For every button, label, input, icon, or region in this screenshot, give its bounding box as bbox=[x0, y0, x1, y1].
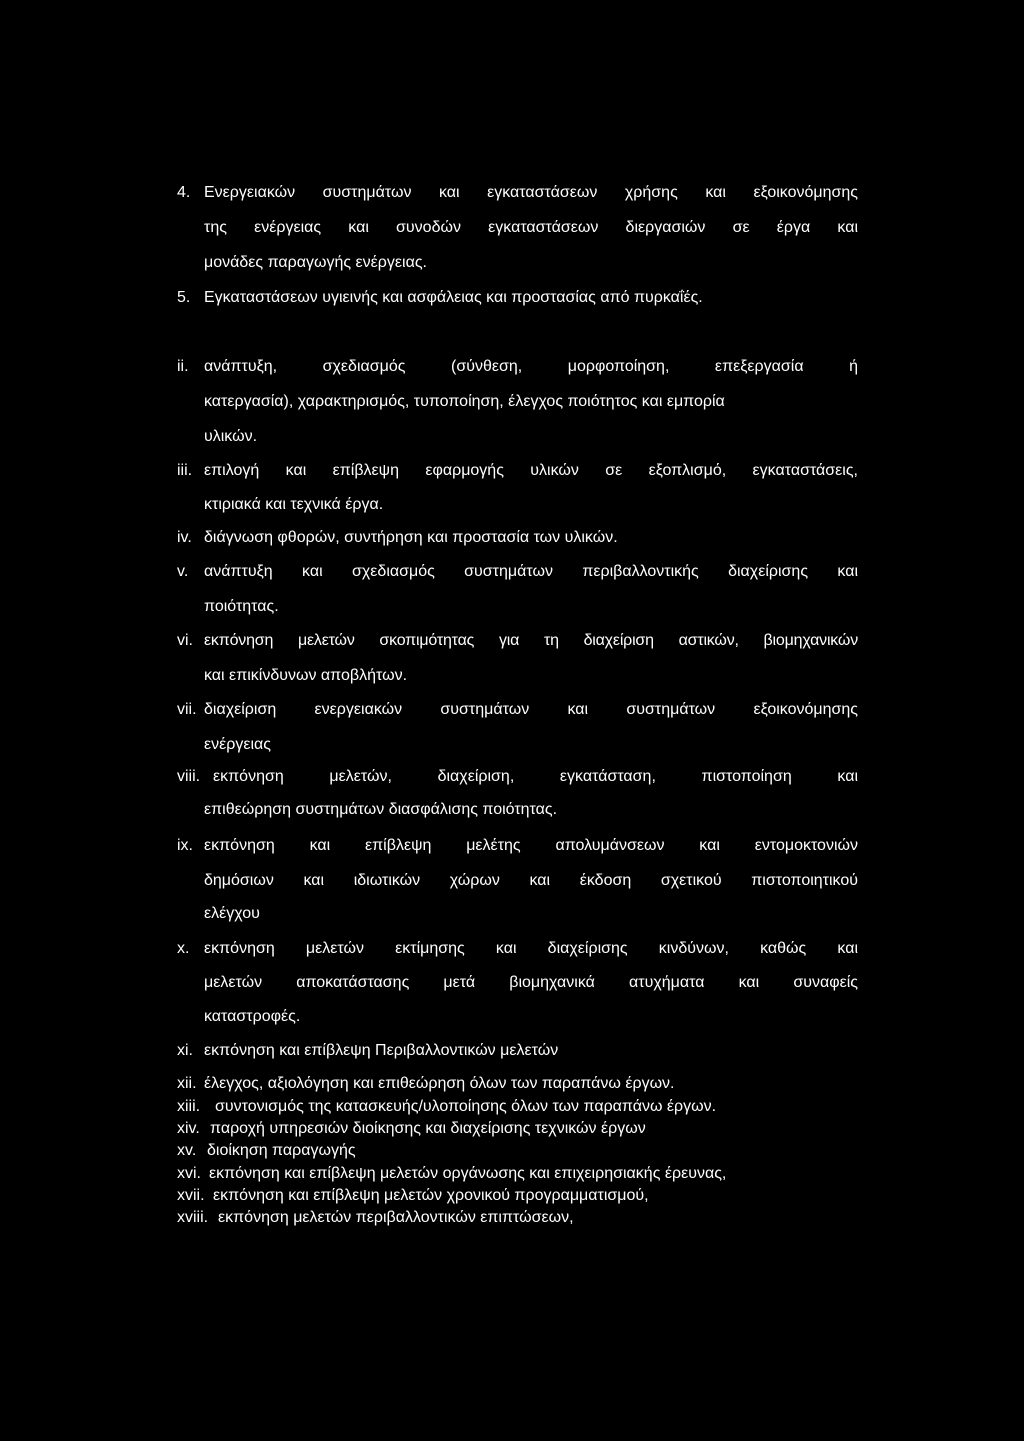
item-text-line: μελετών αποκατάστασης μετά βιομηχανικά ατυχήματα και συναφείς bbox=[204, 974, 858, 991]
item-text-line: εκπόνηση και επίβλεψη Περιβαλλοντικών μελετών bbox=[204, 1042, 559, 1059]
item-text-line: δημόσιων και ιδιωτικών χώρων και έκδοση σχετικού πιστοποιητικού bbox=[204, 872, 858, 889]
item-number: xv. bbox=[177, 1142, 197, 1159]
item-text-line: και επικίνδυνων αποβλήτων. bbox=[204, 667, 408, 684]
item-text-line: ανάπτυξη, σχεδιασμός (σύνθεση, μορφοποίηση, επεξεργασία ή bbox=[204, 358, 858, 375]
item-text-line: εκπόνηση μελετών σκοπιμότητας για τη διαχείριση αστικών, βιομηχανικών bbox=[204, 632, 858, 649]
item-number: ii. bbox=[177, 358, 189, 375]
item-text-line: ενέργειας bbox=[204, 736, 272, 753]
item-number: vi. bbox=[177, 632, 193, 649]
item-text-line: ελέγχου bbox=[204, 905, 260, 922]
item-number: iv. bbox=[177, 529, 192, 546]
item-number: iii. bbox=[177, 462, 193, 479]
item-text-line: εκπόνηση και επίβλεψη μελετών οργάνωσης και επιχειρησιακής έρευνας, bbox=[209, 1165, 727, 1182]
item-text-line: κατεργασία), χαρακτηρισμός, τυποποίηση, έλεγχος ποιότητος και εμπορία bbox=[204, 393, 725, 410]
item-text-line: της ενέργειας και συνοδών εγκαταστάσεων διεργασιών σε έργα και bbox=[204, 219, 858, 236]
item-number: xii. bbox=[177, 1075, 197, 1092]
item-number: xiv. bbox=[177, 1120, 200, 1137]
item-number: 5. bbox=[177, 289, 191, 306]
item-text-line: εκπόνηση και επίβλεψη μελετών χρονικού προγραμματισμού, bbox=[213, 1187, 649, 1204]
item-text-line: έλεγχος, αξιολόγηση και επιθεώρηση όλων των παραπάνω έργων. bbox=[204, 1075, 675, 1092]
item-number: xiii. bbox=[177, 1098, 201, 1115]
item-number: 4. bbox=[177, 184, 191, 201]
item-text-line: εκπόνηση μελετών περιβαλλοντικών επιπτώσεων, bbox=[218, 1209, 574, 1226]
item-text-line: διάγνωση φθορών, συντήρηση και προστασία των υλικών. bbox=[204, 529, 618, 546]
item-text-line: εκπόνηση μελετών, διαχείριση, εγκατάσταση, πιστοποίηση και bbox=[213, 768, 858, 785]
item-text-line: Εγκαταστάσεων υγιεινής και ασφάλειας και προστασίας από πυρκαΐές. bbox=[204, 289, 703, 306]
item-text-line: παροχή υπηρεσιών διοίκησης και διαχείρισης τεχνικών έργων bbox=[210, 1120, 646, 1137]
item-number: xi. bbox=[177, 1042, 193, 1059]
item-text-line: ποιότητας. bbox=[204, 598, 279, 615]
item-text-line: μονάδες παραγωγής ενέργειας. bbox=[204, 254, 427, 271]
item-number: xvi. bbox=[177, 1165, 201, 1182]
item-text-line: καταστροφές. bbox=[204, 1008, 301, 1025]
item-text-line: εκπόνηση μελετών εκτίμησης και διαχείρισης κινδύνων, καθώς και bbox=[204, 940, 858, 957]
item-text-line: συντονισμός της κατασκευής/υλοποίησης όλων των παραπάνω έργων. bbox=[215, 1098, 717, 1115]
item-number: xviii. bbox=[177, 1209, 209, 1226]
item-text-line: διοίκηση παραγωγής bbox=[207, 1142, 356, 1159]
item-text-line: ανάπτυξη και σχεδιασμός συστημάτων περιβαλλοντικής διαχείρισης και bbox=[204, 563, 858, 580]
item-text-line: Ενεργειακών συστημάτων και εγκαταστάσεων χρήσης και εξοικονόμησης bbox=[204, 184, 858, 201]
item-number: x. bbox=[177, 940, 190, 957]
item-text-line: επιθεώρηση συστημάτων διασφάλισης ποιότητας. bbox=[204, 801, 558, 818]
item-text-line: κτιριακά και τεχνικά έργα. bbox=[204, 496, 384, 513]
item-text-line: επιλογή και επίβλεψη εφαρμογής υλικών σε εξοπλισμό, εγκαταστάσεις, bbox=[204, 462, 858, 479]
item-text-line: υλικών. bbox=[204, 428, 258, 445]
item-text-line: εκπόνηση και επίβλεψη μελέτης απολυμάνσεων και εντομοκτονιών bbox=[204, 837, 858, 854]
item-number: v. bbox=[177, 563, 189, 580]
item-number: vii. bbox=[177, 701, 197, 718]
item-number: ix. bbox=[177, 837, 193, 854]
item-number: viii. bbox=[177, 768, 201, 785]
item-text-line: διαχείριση ενεργειακών συστημάτων και συστημάτων εξοικονόμησης bbox=[204, 701, 858, 718]
item-number: xvii. bbox=[177, 1187, 205, 1204]
